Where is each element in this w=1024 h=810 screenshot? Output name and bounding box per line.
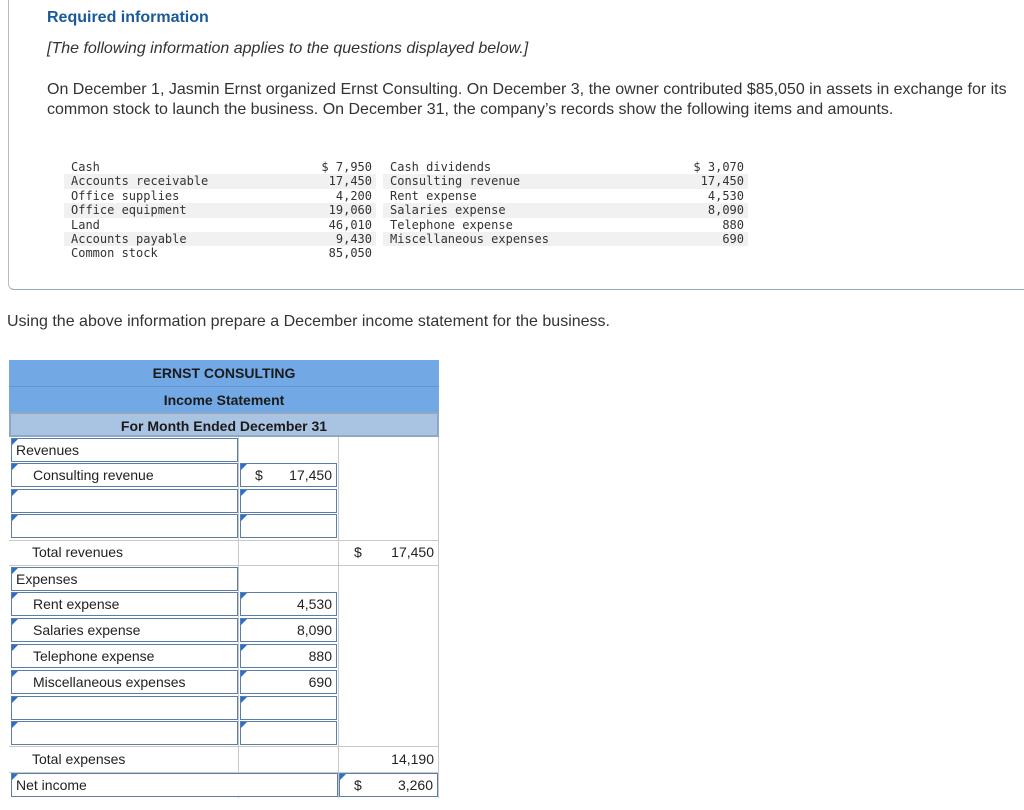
expenses-label: Expenses	[16, 571, 78, 587]
expense-account-field[interactable]	[11, 592, 238, 616]
total-revenues-value	[340, 541, 438, 565]
expense-amount-field[interactable]	[240, 618, 337, 642]
column-divider	[238, 437, 239, 798]
expense-amount-field[interactable]	[240, 644, 337, 668]
statement-period: For Month Ended December 31	[9, 412, 439, 437]
blank-account-field[interactable]	[11, 514, 238, 538]
ledger-item-value: 4,200	[335, 188, 372, 203]
statement-title: Income Statement	[9, 386, 439, 412]
net-income-label-field[interactable]	[11, 773, 338, 797]
statement-company-name: ERNST CONSULTING	[9, 360, 439, 386]
expense-account-label: Salaries expense	[33, 622, 141, 638]
expense-account-label: Miscellaneous expenses	[33, 674, 186, 690]
ledger-item-name: Common stock	[71, 246, 158, 261]
blank-amount-field[interactable]	[240, 514, 337, 538]
total-expenses-amount: 14,190	[391, 751, 434, 767]
currency-symbol: $	[354, 544, 362, 560]
column-divider	[338, 437, 339, 798]
ledger-item-name: Salaries expense	[383, 203, 688, 217]
ledger-item-value: 85,050	[328, 246, 372, 261]
ledger-item-name: Land	[71, 217, 100, 232]
blank-account-field[interactable]	[11, 489, 238, 513]
ledger-item-value: $ 3,070	[693, 160, 744, 174]
ledger-item-value: 46,010	[328, 217, 372, 232]
expense-account-label: Rent expense	[33, 596, 120, 612]
ledger-item-value: $ 7,950	[321, 160, 372, 174]
ledger-item-name: Telephone expense	[390, 217, 513, 232]
ledger-item-value: 8,090	[688, 203, 748, 217]
applies-note: [The following information applies to the questions displayed below.]	[47, 40, 529, 57]
net-income-label: Net income	[16, 777, 87, 793]
net-income-amount: 3,260	[397, 777, 433, 793]
net-income-amount-field[interactable]	[339, 773, 438, 797]
expense-amount: 880	[308, 648, 332, 664]
revenue-account-field[interactable]	[11, 463, 238, 487]
ledger-item-name: Cash dividends	[390, 160, 492, 174]
revenues-label-field[interactable]	[11, 438, 238, 462]
ledger-item-name: Cash	[71, 160, 100, 174]
ledger-item-name: Office supplies	[71, 188, 180, 203]
expenses-label-field[interactable]	[11, 567, 238, 591]
required-information-title: Required information	[47, 9, 209, 26]
ledger-item-name: Rent expense	[390, 188, 477, 203]
ledger-item-name: Accounts receivable	[64, 174, 312, 188]
blank-amount-field[interactable]	[240, 489, 337, 513]
blank-amount-field[interactable]	[240, 696, 337, 720]
ledger-item-value: 690	[688, 232, 748, 246]
expense-account-field[interactable]	[11, 618, 238, 642]
row-divider	[9, 565, 439, 566]
row-divider	[9, 746, 439, 747]
total-expenses-label: Total expenses	[32, 751, 126, 767]
total-revenues-label: Total revenues	[32, 544, 124, 560]
revenues-label: Revenues	[16, 442, 80, 458]
ledger-right-names	[383, 160, 688, 246]
blank-account-field[interactable]	[11, 696, 238, 720]
ledger-item-value: 19,060	[312, 203, 376, 217]
column-divider	[438, 437, 439, 798]
expense-account-field[interactable]	[11, 644, 238, 668]
ledger-item-value: 17,450	[688, 174, 748, 188]
ledger-item-name: Accounts payable	[64, 232, 312, 246]
currency-symbol: $	[255, 467, 263, 483]
revenue-amount-field[interactable]	[240, 463, 337, 487]
ledger-item-name: Office equipment	[64, 203, 312, 217]
ledger-left-values	[312, 160, 376, 261]
ledger-item-value: 17,450	[312, 174, 376, 188]
ledger-item-name: Consulting revenue	[383, 174, 688, 188]
blank-account-field[interactable]	[11, 721, 238, 745]
problem-paragraph: On December 1, Jasmin Ernst organized Ernst Consulting. On December 3, the owner contributed $85,050 in assets in exchange for its common stock to launch the business. On December 31, the company’s records show the following items and amounts.	[47, 81, 1007, 118]
expense-account-field[interactable]	[11, 670, 238, 694]
ledger-left-names	[64, 160, 312, 261]
expense-amount: 8,090	[296, 622, 332, 638]
blank-amount-field[interactable]	[240, 721, 337, 745]
expense-account-label: Telephone expense	[33, 648, 155, 664]
total-revenues-amount: 17,450	[391, 544, 434, 560]
ledger-item-value: 4,530	[707, 188, 744, 203]
ledger-right-values	[688, 160, 748, 246]
currency-symbol: $	[354, 777, 362, 793]
ledger-item-value: 9,430	[312, 232, 376, 246]
revenue-amount: 17,450	[289, 467, 332, 483]
expense-amount-field[interactable]	[240, 592, 337, 616]
ledger-item-value: 880	[722, 217, 744, 232]
ledger-item-name: Miscellaneous expenses	[383, 232, 688, 246]
expense-amount: 4,530	[296, 596, 332, 612]
expense-amount: 690	[308, 674, 332, 690]
revenue-account-label: Consulting revenue	[33, 467, 154, 483]
instruction-text: Using the above information prepare a December income statement for the business.	[7, 313, 610, 330]
expense-amount-field[interactable]	[240, 670, 337, 694]
